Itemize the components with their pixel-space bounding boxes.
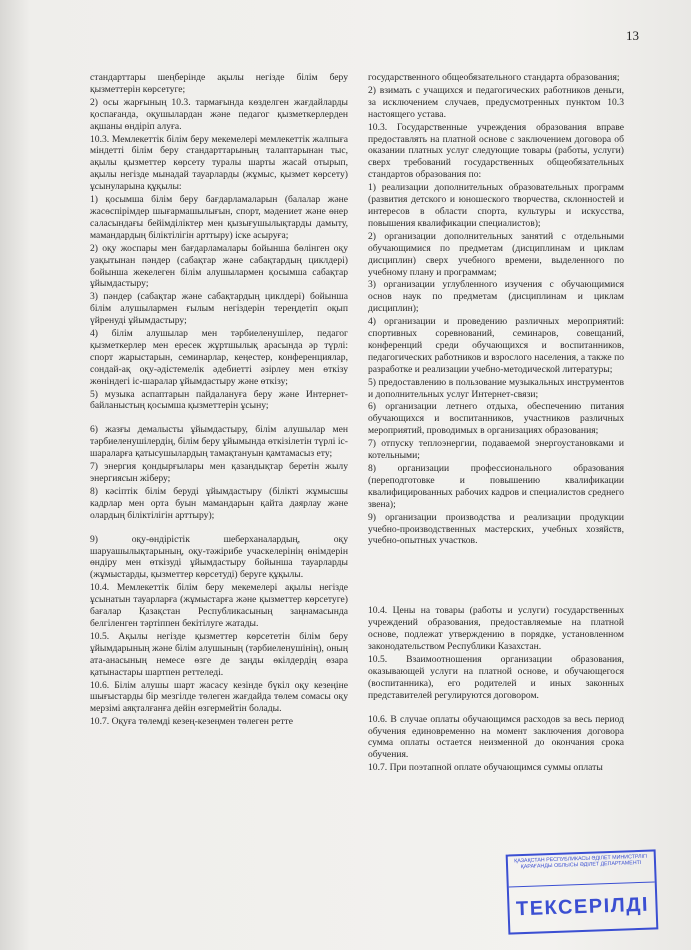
paragraph: 5) предоставлению в пользование музыкальных инструментов и дополнительных услуг Интернет-связи; [368, 376, 624, 400]
paragraph: 3) организации углубленного изучения с обучающимися основ наук по предметам (дисциплинам и циклам дисциплин); [368, 279, 624, 315]
paragraph: 2) организации дополнительных занятий с отдельными обучающимися по предметам (дисциплинам и циклам дисциплин) сверх учебного времени, выделенного по учебному плану и программам; [368, 230, 624, 278]
paragraph: 6) организации летнего отдыха, обеспечению питания обучающихся и воспитанников, участников различных мероприятий, проводимых в организациях образования; [368, 401, 624, 437]
paragraph: 7) отпуску теплоэнергии, подаваемой энергоустановками и котельными; [368, 438, 624, 462]
paragraph: стандарттары шеңберінде ақылы негізде білім беру қызметтерін көрсетуге; [90, 72, 348, 95]
paragraph: 6) жазғы демалысты ұйымдастыру, білім алушылар мен тәрбиеленушілердің, білім беру ұйымында өткізілетін түрлі іс-шараларға қатысушылардың тамақтануын қамтамасыз ету; [90, 424, 348, 460]
stamp-header: ҚАЗАҚСТАН РЕСПУБЛИКАСЫ ӘДІЛЕТ МИНИСТРЛІГІ ҚАРАҒАНДЫ ОБЛЫСЫ ӘДІЛЕТ ДЕПАРТАМЕНТІ [508, 851, 655, 887]
paragraph: 1) қосымша білім беру бағдарламаларын (балалар және жасөспірімдер шығармашылығын, спорт, мәдениет және өнер саласындағы бейімділіктер мен қызығушылықтарды дамыту, мамандардың біліктілігін арттыру) іске асыруға; [90, 194, 348, 241]
paragraph: 8) организации профессионального образования (переподготовке и повышению квалификации квалифицированных рабочих кадров и специалистов среднего звена); [368, 463, 624, 510]
paragraph: 1) реализации дополнительных образовательных программ (развития детского и юношеского творчества, склонностей и интересов в области спорта, культуры и искусства, повышения квалификации специалистов); [368, 182, 624, 229]
russian-column [368, 72, 624, 775]
paragraph: 3) пәндер (сабақтар және сабақтардың циклдері) бойынша білім алушылармен ғылым негіздерін тереңдетіп оқып үйренуді ұйымдастыру; [90, 291, 348, 327]
paragraph: 9) организации производства и реализации продукции учебно-производственных мастерских, учебных хозяйств, учебно-опытных участков. [368, 511, 624, 547]
paragraph: 7) энергия қондырғылары мен қазандықтар беретін жылу энергиясын жіберу; [90, 461, 348, 484]
paragraph: 10.6. В случае оплаты обучающимся расходов за весь период обучения единовременно на момент заключения договора сумма оплаты остается неизменной до окончания срока обучения. [368, 713, 624, 761]
stamp-text: ТЕКСЕРІЛДІ [515, 893, 650, 921]
paragraph: 10.4. Мемлекеттік білім беру мекемелері ақылы негізде ұсынатын тауарларға (жұмыстарға және қызметтер көрсетуге) бағалар Қазақстан Республикасының заңнамасында белгіленген тәртіппен бекітілуге жатады. [90, 582, 348, 629]
paragraph: 2) оқу жоспары мен бағдарламалары бойынша бөлінген оқу уақытынан пәндер (сабақтар және сабақтардың циклдері) бойынша жекелеген білім алушылармен қосымша сабақтар ұйымдастыру; [90, 242, 348, 290]
kazakh-column [90, 72, 348, 729]
paragraph: 10.5. Взаимоотношения организации образования, оказывающей услуги на платной основе, и обучающегося (воспитанника), его родителей и иных законных представителей регулируются договором. [368, 653, 624, 701]
paragraph: 10.6. Білім алушы шарт жасасу кезінде бүкіл оқу кезеңіне шығыстарды бір мезгілде төлеген жағдайда төлем сомасы оқу мерзімі аяқталғанға дейін өзгермейтін болады. [90, 679, 348, 715]
paragraph: государственного общеобязательного стандарта образования; [368, 72, 620, 83]
paragraph: 8) кәсіптік білім беруді ұйымдастыру (білікті жұмысшы кадрлар мен орта буын мамандарын қайта даярлау және олардың біліктілігін арттыру); [90, 485, 348, 521]
paragraph: 10.3. Государственные учреждения образования вправе предоставлять на платной основе с заключением договора об оказании платных услуг следующие товары (работы, услуги) сверх требований государственных общеобязательных стандартов образования по: [368, 121, 624, 181]
paragraph: 10.5. Ақылы негізде қызметтер көрсететін білім беру ұйымдарының және білім алушының (тәрбиеленушінің), оның ата-анасының немесе өзге де заңды өкілдердің өзара қатынастары шартпен реттеледі. [90, 630, 348, 678]
paragraph: 10.4. Цены на товары (работы и услуги) государственных учреждений образования, предоставляемые на платной основе, подлежат утверждению в порядке, установленном законодательством Республики Казахстан. [368, 605, 624, 653]
paragraph: 10.7. При поэтапной оплате обучающимся суммы оплаты [368, 762, 603, 774]
paragraph: 9) оқу-өндірістік шеберханалардың, оқу шаруашылықтарының, оқу-тәжірибе учаскелерінің өнімдерін өндіру мен өткізуді ұйымдастыру бойынша тауарларды (жұмыстарды, қызметтер көрсетуді) беруге құқылы. [90, 533, 348, 581]
paragraph: 4) білім алушылар мен тәрбиеленушілер, педагог қызметкерлер мен ересек жұртшылық арасында әр түрлі: спорт жарыстарын, семинарлар, кеңестер, конференциялар, сондай-ақ оқу-әдістемелік әдебиетті әзірлеу мен өткізу жөніндегі іс-шаралар ұйымдастыру және өткізу; [90, 328, 348, 387]
paragraph: 10.3. Мемлекеттік білім беру мекемелері мемлекеттік жалпыға міндетті білім беру стандарттарының талаптарынан тыс, ақылы қызметтер көрсету туралы шарты жасай отырып, ақылы негізде мынадай тауарларды (жұмыс, қызмет көрсету) ұсынуларына құқылы: [90, 133, 348, 193]
paragraph: 5) музыка аспаптарын пайдалануға беру және Интернет-байланыстың қосымша қызметтерін ұсыну; [90, 388, 348, 412]
paragraph: 4) организации и проведению различных мероприятий: спортивных соревнований, семинаров, совещаний, конференций среди обучающихся и воспитанников, педагогических работников и взрослого населения, а также по разработке и реализации учебно-методической литературы; [368, 316, 624, 375]
paragraph: 2) осы жарғының 10.3. тармағында көзделген жағдайларды қоспағанда, оқушылардан және педагог қызметкерлерден ақшаны өндіріп алуға. [90, 96, 348, 132]
page-number: 13 [626, 28, 639, 43]
paragraph: 10.7. Оқуға төлемді кезең-кезеңмен төлеген ретте [90, 716, 293, 728]
paragraph: 2) взимать с учащихся и педагогических работников деньги, за исключением случаев, предусмотренных пунктом 10.3 настоящего устава. [368, 84, 624, 120]
verification-stamp [506, 849, 659, 934]
